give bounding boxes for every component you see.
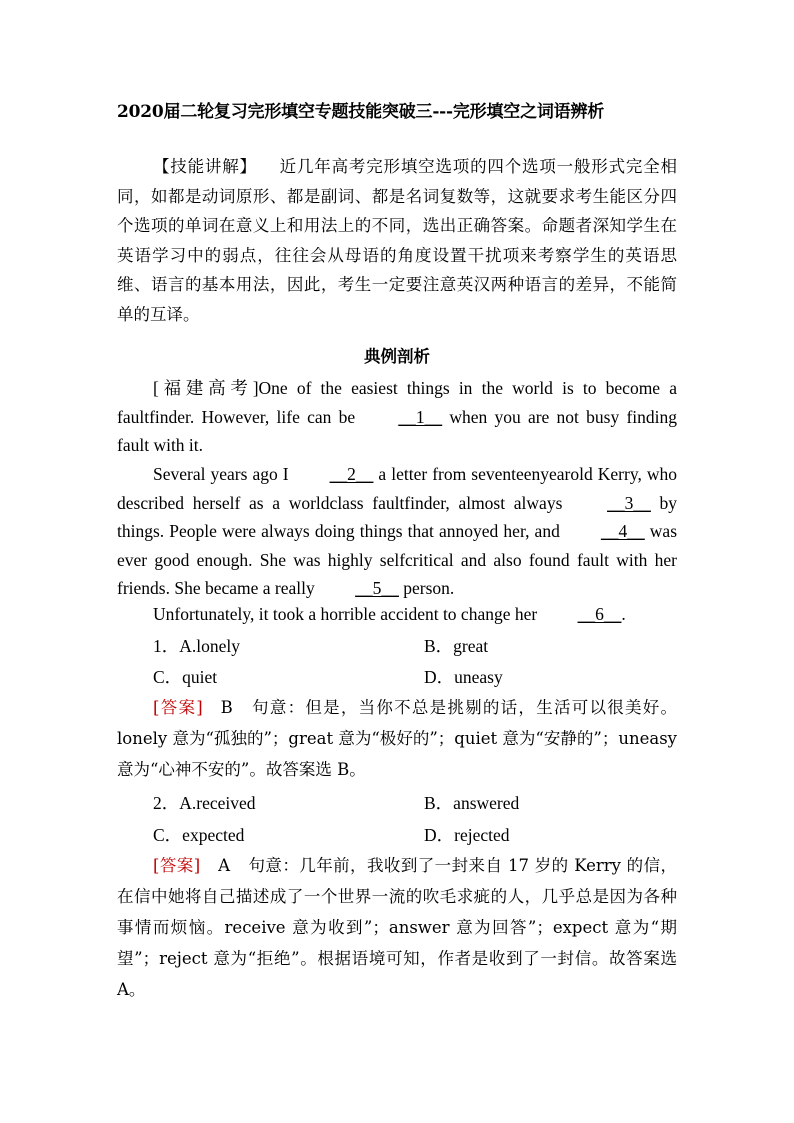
q1-option-a xyxy=(153,633,240,658)
passage-text: Unfortunately, it took a horrible accident to change her xyxy=(153,604,542,624)
q1-option-d: D．uneasy xyxy=(424,667,503,687)
q2-number: 2． xyxy=(153,793,180,813)
q2-option-a xyxy=(153,790,256,815)
q2-answer-label: [答案] xyxy=(153,856,201,875)
passage-text: by things. People were always doing things that annoyed her, and xyxy=(117,492,677,541)
passage-paragraph-1 xyxy=(117,374,677,460)
q1-number: 1． xyxy=(153,636,180,656)
blank-4: __4__ xyxy=(600,521,645,541)
blank-3: __3__ xyxy=(607,492,651,513)
q1-option-a-text: A.lonely xyxy=(179,636,241,656)
document-title: 2020届二轮复习完形填空专题技能突破三---完形填空之词语辨析 xyxy=(117,102,605,122)
skill-label: 【技能讲解】 xyxy=(153,157,257,176)
blank-1: __1__ xyxy=(398,406,443,427)
passage-text: Several years ago I xyxy=(153,464,294,484)
passage-source: [福建高考] xyxy=(153,378,259,398)
passage-text: . xyxy=(621,604,626,624)
q2-explanation: 句意：几年前，我收到了一封来自 17 岁的 Kerry 的信，在信中她将自己描述成了一个世界一流的吹毛求疵的人，几乎总是因为各种事情而烦恼。receive 意为收到”；answer 意为回答”；expect 意为“期望”；reject 意为“拒绝”。根据语境可知，作者是收到了一封信。故答案选 A。 xyxy=(117,856,677,999)
blank-2: __2__ xyxy=(329,464,374,484)
passage-text: One of the easiest things in the world is to become a faultfinder. However, life can be xyxy=(117,378,677,427)
passage-text: person. xyxy=(398,578,455,598)
passage-paragraph-2 xyxy=(117,460,677,603)
section-heading: 典例剖析 xyxy=(364,347,430,366)
passage-text: was ever good enough. She was highly selfcritical and also found fault with her friends. She became a really xyxy=(117,521,678,598)
q2-answer-letter: A xyxy=(218,856,231,875)
passage-paragraph-3 xyxy=(117,600,677,629)
blank-5: __5__ xyxy=(355,578,399,598)
q2-answer xyxy=(117,850,677,1005)
passage-text: when you are not busy finding fault with it. xyxy=(117,406,677,455)
q1-option-c: C．quiet xyxy=(153,667,218,687)
q2-option-a-text: A.received xyxy=(179,793,256,813)
q2-option-b: B．answered xyxy=(424,793,520,813)
passage-text: a letter from seventeenyearold Kerry, who described herself as a worldclass faultfinder, almost always xyxy=(117,464,677,513)
skill-text: 近几年高考完形填空选项的四个选项一般形式完全相同，如都是动词原形、都是副词、都是名词复数等，这就要求考生能区分四个选项的单词在意义上和用法上的不同，选出正确答案。命题者深知学生在英语学习中的弱点，往往会从母语的角度设置干扰项来考察学生的英语思维、语言的基本用法，因此，考生一定要注意英汉两种语言的差异，不能简单的互译。 xyxy=(117,157,678,324)
skill-paragraph xyxy=(117,152,677,329)
q2-option-d: D．rejected xyxy=(424,825,510,845)
q1-explanation: 句意：但是，当你不总是挑剔的话，生活可以很美好。lonely 意为“孤独的”；great 意为“极好的”；quiet 意为“安静的”；uneasy 意为“心神不安的”。故答案选 B。 xyxy=(117,698,678,779)
blank-6: __6__ xyxy=(577,604,622,624)
q1-answer-label: [答案] xyxy=(153,698,203,717)
q1-answer-letter: B xyxy=(220,698,233,717)
q1-option-b: B．great xyxy=(424,636,489,656)
q2-option-c: C．expected xyxy=(153,825,245,845)
q1-answer xyxy=(117,692,677,785)
